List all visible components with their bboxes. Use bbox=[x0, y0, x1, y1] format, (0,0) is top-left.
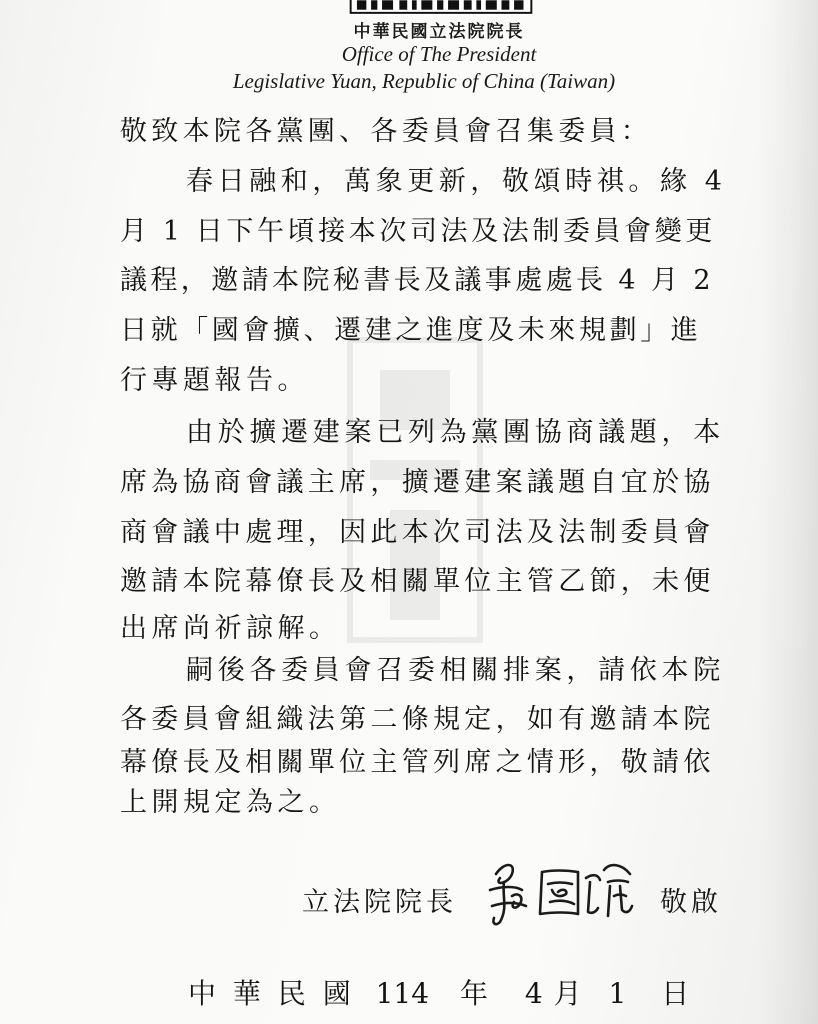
body-line: 議程，邀請本院秘書長及議事處處長 4 月 2 bbox=[120, 265, 714, 296]
date-year: 114 bbox=[375, 977, 430, 1010]
legislative-yuan-seal-logo bbox=[324, 0, 558, 16]
letterhead-subtitle-en: Legislative Yuan, Republic of China (Taiwan) bbox=[232, 69, 616, 93]
date-day-unit: 日 bbox=[661, 977, 690, 1010]
letter-salutation: 敬致本院各黨團、各委員會召集委員： bbox=[120, 116, 653, 147]
letterhead-title-en: Office of The President bbox=[341, 42, 537, 66]
body-line: 由於擴遷建案已列為黨團協商議題，本 bbox=[186, 417, 725, 448]
letter-date bbox=[188, 972, 689, 1012]
body-line: 日就「國會擴、遷建之進度及未來規劃」進 bbox=[120, 315, 702, 346]
date-month-unit: 月 bbox=[553, 977, 582, 1010]
body-line: 嗣後各委員會召委相關排案，請依本院 bbox=[186, 655, 725, 686]
date-year-unit: 年 bbox=[459, 977, 488, 1010]
body-line: 上開規定為之。 bbox=[120, 787, 341, 818]
body-line: 出席尚祈諒解。 bbox=[120, 613, 341, 644]
letterhead-title-zh: 中華民國立法院院長 bbox=[353, 22, 525, 42]
body-line: 月 1 日下午頃接本次司法及法制委員會變更 bbox=[120, 216, 716, 247]
date-era: 中 華 民 國 bbox=[188, 977, 355, 1010]
body-line: 春日融和，萬象更新，敬頌時祺。緣 4 bbox=[186, 166, 727, 197]
body-line: 各委員會組織法第二條規定，如有邀請本院 bbox=[120, 704, 715, 735]
body-line: 邀請本院幕僚長及相關單位主管乙節，未便 bbox=[120, 566, 715, 597]
body-line: 行專題報告。 bbox=[120, 365, 309, 396]
body-line: 幕僚長及相關單位主管列席之情形，敬請依 bbox=[120, 747, 715, 778]
body-line: 席為協商會議主席，擴遷建案議題自宜於協 bbox=[120, 467, 715, 498]
body-line: 商會議中處理，因此本次司法及法制委員會 bbox=[120, 517, 715, 548]
signer-title: 立法院院長 bbox=[302, 887, 457, 918]
page-edge-shadow bbox=[758, 0, 818, 1024]
date-day: 1 bbox=[608, 977, 627, 1010]
date-month: 4 bbox=[524, 977, 543, 1010]
handwritten-signature bbox=[482, 852, 642, 932]
closing-salutation: 敬啟 bbox=[660, 887, 722, 918]
